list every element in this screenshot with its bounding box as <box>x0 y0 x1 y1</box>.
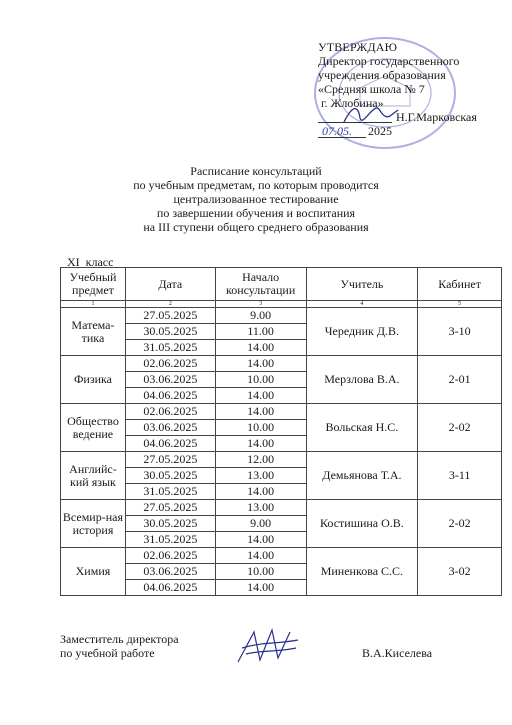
date-cell: 02.06.2025 <box>125 548 215 564</box>
date-cell: 27.05.2025 <box>125 500 215 516</box>
subject-cell: Физика <box>61 356 126 404</box>
title-line: на III ступени общего среднего образования <box>143 220 369 234</box>
director-name: Н.Г.Марковская <box>396 110 477 124</box>
deputy-name: В.А.Киселева <box>362 646 433 660</box>
date-cell: 02.06.2025 <box>125 356 215 372</box>
column-number: 3 <box>215 301 306 308</box>
director-signature <box>340 100 400 130</box>
footer-line: по учебной работе <box>60 646 155 660</box>
date-cell: 04.06.2025 <box>125 436 215 452</box>
column-header: Кабинет <box>418 268 502 301</box>
teacher-cell: Миненкова С.С. <box>306 548 418 596</box>
teacher-cell: Чередник Д.В. <box>306 308 418 356</box>
time-cell: 10.00 <box>215 372 306 388</box>
approval-heading: УТВЕРЖДАЮ <box>318 40 398 54</box>
time-cell: 10.00 <box>215 420 306 436</box>
time-cell: 14.00 <box>215 436 306 452</box>
date-cell: 31.05.2025 <box>125 532 215 548</box>
approval-date-handwritten: 07.05. <box>322 124 352 138</box>
document-title <box>0 164 512 234</box>
date-cell: 30.05.2025 <box>125 468 215 484</box>
room-cell: 3-11 <box>418 452 502 500</box>
footer-line: Заместитель директора <box>60 632 179 646</box>
column-header: Учебный предмет <box>61 268 126 301</box>
date-cell: 31.05.2025 <box>125 340 215 356</box>
time-cell: 11.00 <box>215 324 306 340</box>
date-line <box>318 137 366 138</box>
approval-line: г. Жлобина» <box>318 96 384 110</box>
date-cell: 04.06.2025 <box>125 580 215 596</box>
approval-year: 2025 <box>368 124 392 138</box>
column-header: Дата <box>125 268 215 301</box>
subject-cell: Всемир-ная история <box>61 500 126 548</box>
room-cell: 3-02 <box>418 548 502 596</box>
time-cell: 14.00 <box>215 340 306 356</box>
subject-cell: Общество ведение <box>61 404 126 452</box>
time-cell: 14.00 <box>215 548 306 564</box>
time-cell: 9.00 <box>215 516 306 532</box>
time-cell: 10.00 <box>215 564 306 580</box>
approval-line: учреждения образования <box>318 68 446 82</box>
grade-label: XI класс <box>67 255 114 269</box>
room-cell: 3-10 <box>418 308 502 356</box>
time-cell: 12.00 <box>215 452 306 468</box>
column-header: Начало консультации <box>215 268 306 301</box>
column-number: 2 <box>125 301 215 308</box>
column-number: 5 <box>418 301 502 308</box>
subject-cell: Матема-тика <box>61 308 126 356</box>
column-number: 1 <box>61 301 126 308</box>
date-cell: 30.05.2025 <box>125 324 215 340</box>
date-cell: 03.06.2025 <box>125 372 215 388</box>
time-cell: 14.00 <box>215 356 306 372</box>
subject-cell: Химия <box>61 548 126 596</box>
column-header: Учитель <box>306 268 418 301</box>
time-cell: 14.00 <box>215 532 306 548</box>
time-cell: 14.00 <box>215 580 306 596</box>
date-cell: 03.06.2025 <box>125 564 215 580</box>
room-cell: 2-02 <box>418 404 502 452</box>
date-cell: 31.05.2025 <box>125 484 215 500</box>
teacher-cell: Костишина О.В. <box>306 500 418 548</box>
time-cell: 14.00 <box>215 484 306 500</box>
time-cell: 13.00 <box>215 500 306 516</box>
room-cell: 2-02 <box>418 500 502 548</box>
room-cell: 2-01 <box>418 356 502 404</box>
date-cell: 04.06.2025 <box>125 388 215 404</box>
date-cell: 02.06.2025 <box>125 404 215 420</box>
column-number: 4 <box>306 301 418 308</box>
title-line: централизованное тестирование <box>173 192 339 206</box>
deputy-signature <box>232 622 302 670</box>
footer-position <box>60 632 179 660</box>
time-cell: 9.00 <box>215 308 306 324</box>
title-line: по завершении обучения и воспитания <box>156 206 356 220</box>
time-cell: 14.00 <box>215 404 306 420</box>
approval-line: Директор государственного <box>318 54 460 68</box>
subject-cell: Английс-кий язык <box>61 452 126 500</box>
date-cell: 27.05.2025 <box>125 308 215 324</box>
teacher-cell: Демьянова Т.А. <box>306 452 418 500</box>
date-cell: 30.05.2025 <box>125 516 215 532</box>
title-line: по учебным предметам, по которым проводится <box>133 178 379 192</box>
time-cell: 14.00 <box>215 388 306 404</box>
consultation-schedule-table <box>60 267 502 596</box>
title-line: Расписание консультаций <box>190 164 322 178</box>
time-cell: 13.00 <box>215 468 306 484</box>
date-cell: 03.06.2025 <box>125 420 215 436</box>
teacher-cell: Вольская Н.С. <box>306 404 418 452</box>
teacher-cell: Мерзлова В.А. <box>306 356 418 404</box>
date-cell: 27.05.2025 <box>125 452 215 468</box>
approval-line: «Средняя школа № 7 <box>318 82 425 96</box>
